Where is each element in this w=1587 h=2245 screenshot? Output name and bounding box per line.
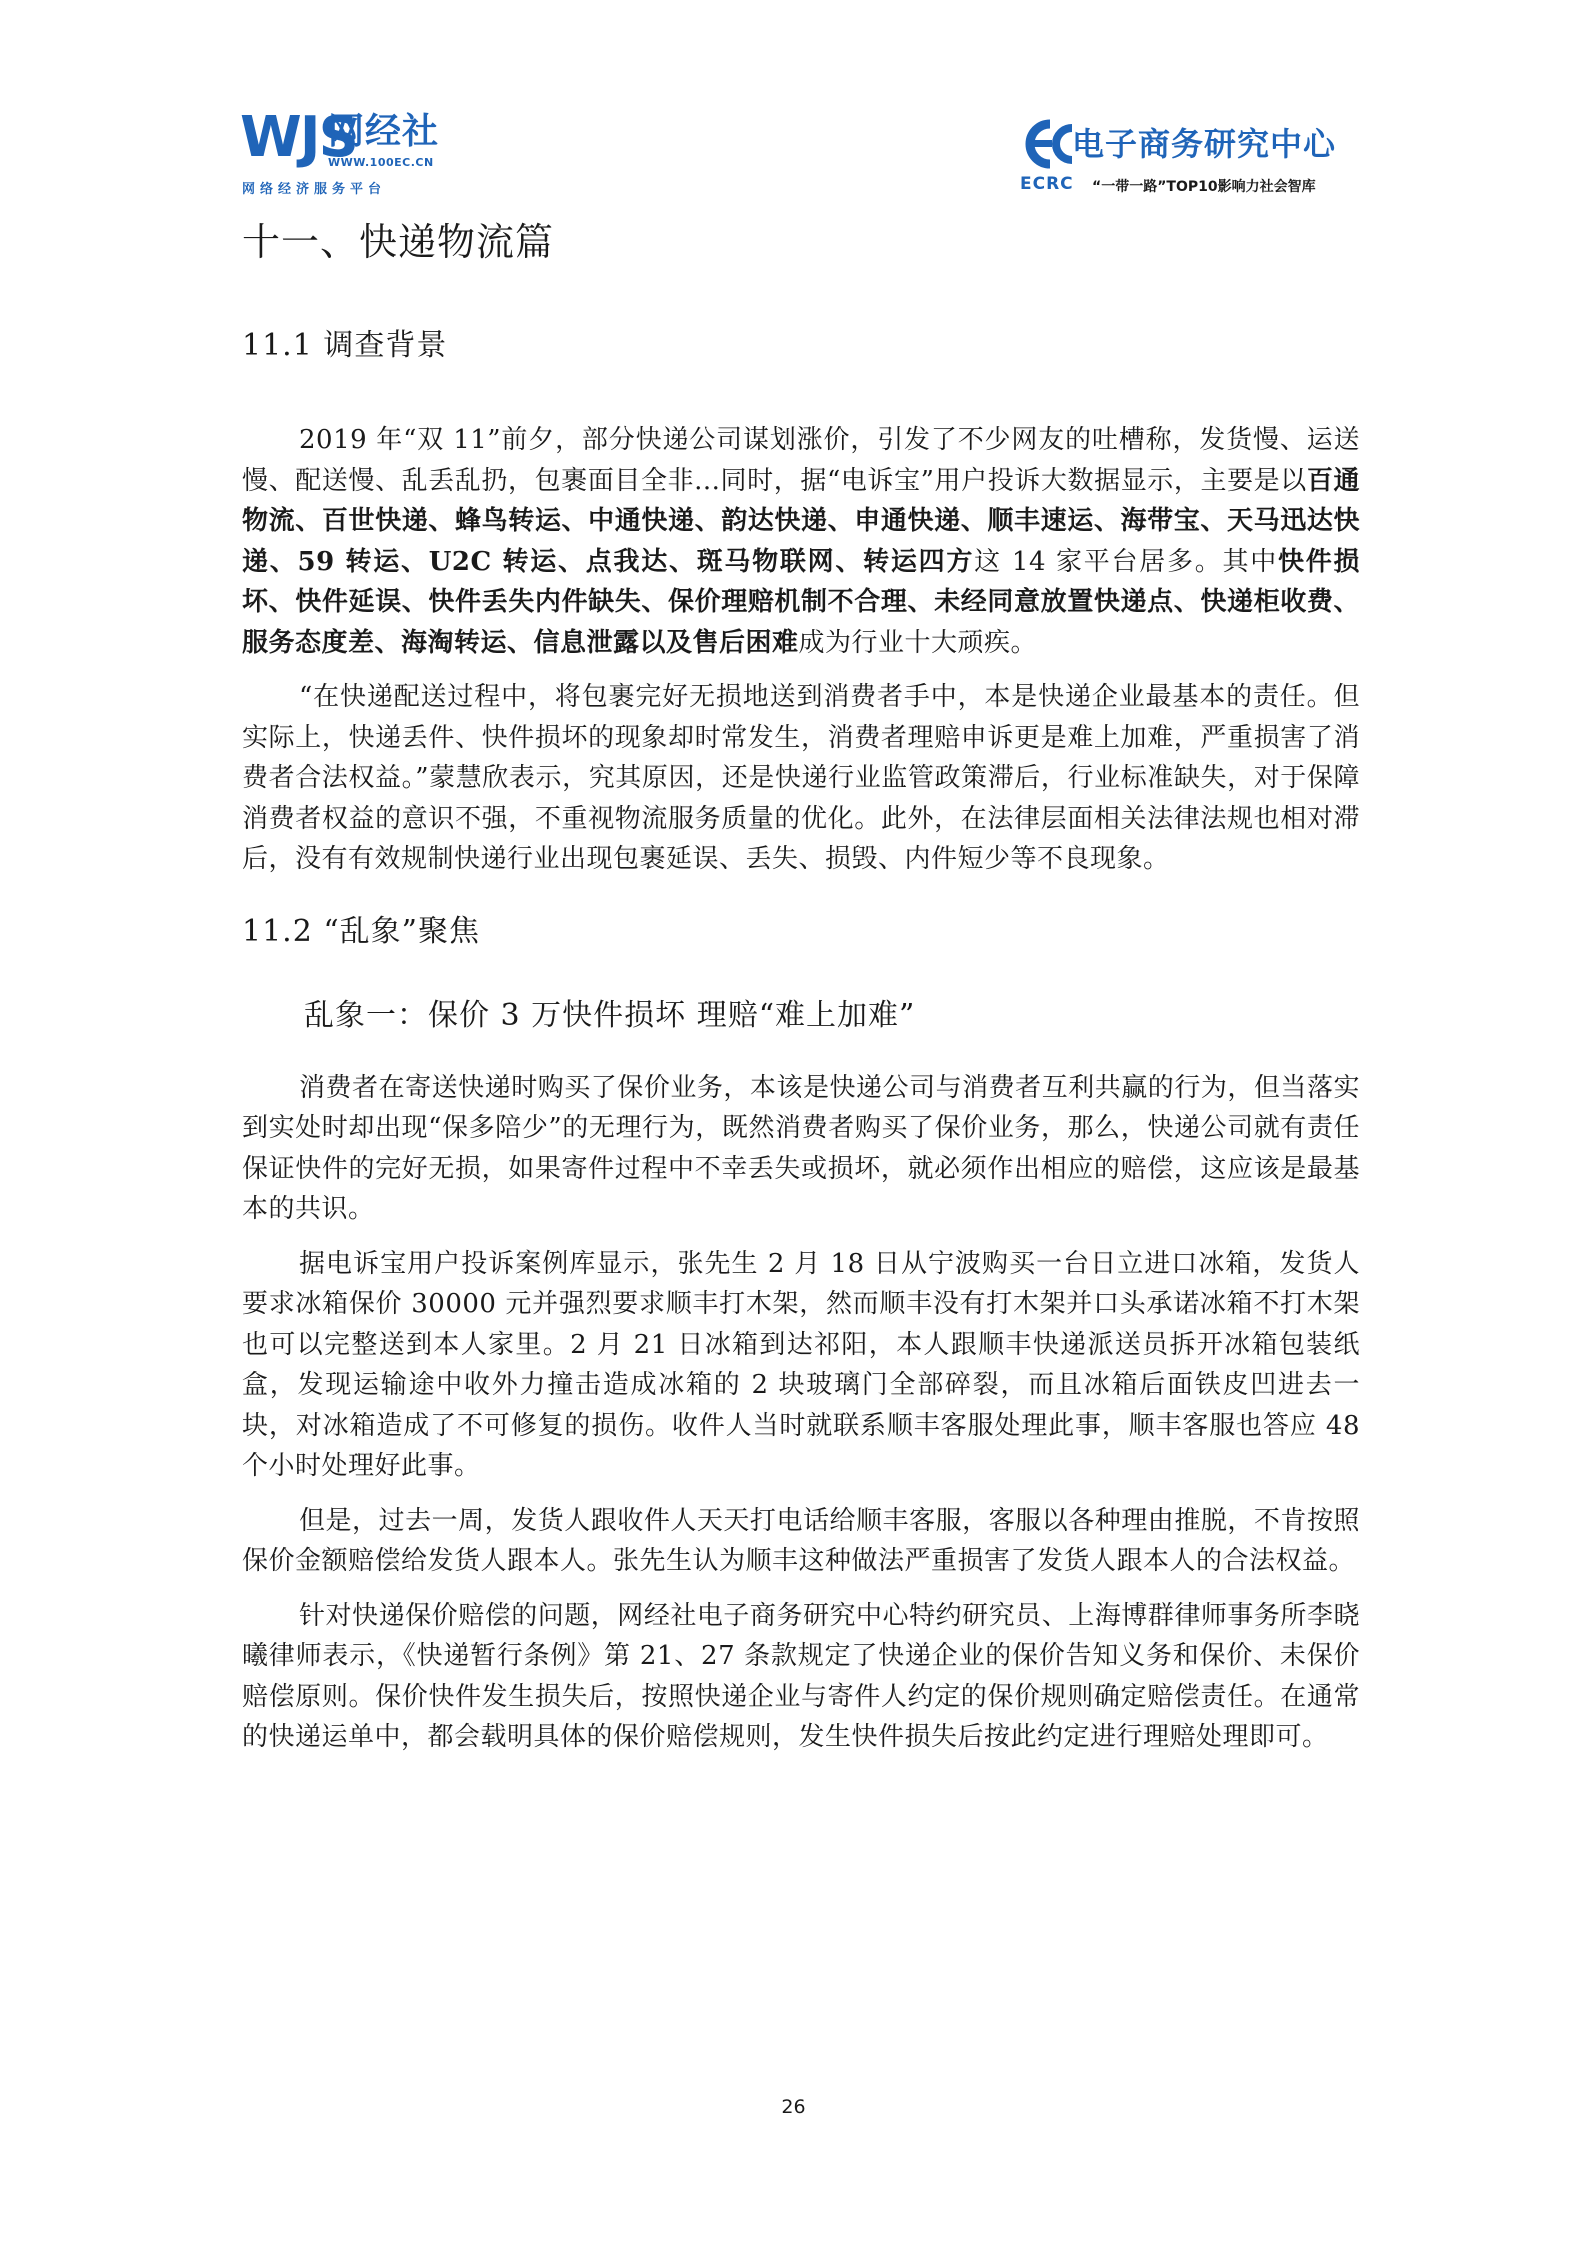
ecrc-logo [1020, 118, 1350, 198]
logo-tagline: 网络经济服务平台 [242, 182, 387, 197]
page-header [240, 105, 1350, 198]
section-heading-background: 11.1 调查背景 [242, 328, 448, 363]
platform-list-bold: 百通物流、百世快递、蜂鸟转运、中通快递、韵达快递、申通快递、顺丰速运、海带宝、天马迅达快递、59 转运、U2C 转运、点我达、斑马物联网、转运四方 [242, 465, 1360, 577]
paragraph-background-1 [242, 420, 1360, 663]
ecrc-chinese-name: 电子商务研究中心 [1072, 125, 1337, 163]
logo-brand-name: 网经社 [328, 111, 440, 152]
chapter-title: 十一、快递物流篇 [242, 220, 555, 264]
ecrc-slogan: “一带一路”TOP10影响力社会智库 [1092, 179, 1316, 195]
paragraph-chaos-4: 针对快递保价赔偿的问题，网经社电子商务研究中心特约研究员、上海博群律师事务所李晓曦律师表示，《快递暂行条例》第 21、27 条款规定了快递企业的保价告知义务和保价、未保价赔偿原则。保价快件发生损失后，按照快递企业与寄件人约定的保价规则确定赔偿责任。在通常的快递运单中，都会载明具体的保价赔偿规则，发生快件损失后按此约定进行理赔处理即可。 [242, 1600, 1360, 1752]
paragraph-chaos-2: 据电诉宝用户投诉案例库显示，张先生 2 月 18 日从宁波购买一台日立进口冰箱，发货人要求冰箱保价 30000 元并强烈要求顺丰打木架，然而顺丰没有打木架并口头承诺冰箱不打木架也可以完整送到本人家里。2 月 21 日冰箱到达祁阳，本人跟顺丰快递派送员拆开冰箱包装纸盒，发现运输途中收外力撞击造成冰箱的 2 块玻璃门全部碎裂，而且冰箱后面铁皮凹进去一块，对冰箱造成了不可修复的损伤。收件人当时就联系顺丰客服处理此事，顺丰客服也答应 48 个小时处理好此事。 [242, 1248, 1360, 1481]
paragraph-chaos-1: 消费者在寄送快递时购买了保价业务，本该是快递公司与消费者互利共赢的行为，但当落实到实处时却出现“保多陪少”的无理行为，既然消费者购买了保价业务，那么，快递公司就有责任保证快件的完好无损，如果寄件过程中不幸丢失或损坏，就必须作出相应的赔偿，这应该是最基本的共识。 [242, 1072, 1360, 1224]
page-content [242, 214, 1360, 1758]
paragraph-text: 2019 年“双 11”前夕，部分快递公司谋划涨价，引发了不少网友的吐槽称，发货慢、运送慢、配送慢、乱丢乱扔，包裹面目全非...同时，据“电诉宝”用户投诉大数据显示，主要是以 [242, 425, 1360, 496]
paragraph-text: 这 14 家平台居多。其中 [974, 546, 1278, 577]
wangjingshe-logo [240, 105, 480, 198]
page-number: 26 [781, 2096, 806, 2118]
subsection-heading-chaos-1: 乱象一：保价 3 万快件损坏 理赔“难上加难” [304, 997, 916, 1033]
paragraph-text: 成为行业十大顽疾。 [798, 627, 1038, 658]
paragraph-chaos-3: 但是，过去一周，发货人跟收件人天天打电话给顺丰客服，客服以各种理由推脱，不肯按照保价金额赔偿给发货人跟本人。张先生认为顺丰这种做法严重损害了发货人跟本人的合法权益。 [242, 1505, 1360, 1576]
paragraph-background-2: “在快递配送过程中，将包裹完好无损地送到消费者手中，本是快递企业最基本的责任。但实际上，快递丢件、快件损坏的现象却时常发生，消费者理赔申诉更是难上加难，严重损害了消费者合法权益。”蒙慧欣表示，究其原因，还是快递行业监管政策滞后，行业标准缺失，对于保障消费者权益的意识不强，不重视物流服务质量的优化。此外，在法律层面相关法律法规也相对滞后，没有有效规制快递行业出现包裹延误、丢失、损毁、内件短少等不良现象。 [242, 682, 1360, 874]
logo-url: WWW.100EC.CN [328, 156, 434, 169]
logo-mark: WJS [240, 105, 357, 170]
problem-list-bold: 快件损坏、快件延误、快件丢失内件缺失、保价理赔机制不合理、未经同意放置快递点、快递柜收费、服务态度差、海淘转运、信息泄露以及售后困难 [242, 546, 1360, 658]
section-heading-chaos: 11.2 “乱象”聚焦 [242, 913, 481, 949]
ecrc-abbr: ECRC [1020, 174, 1074, 194]
